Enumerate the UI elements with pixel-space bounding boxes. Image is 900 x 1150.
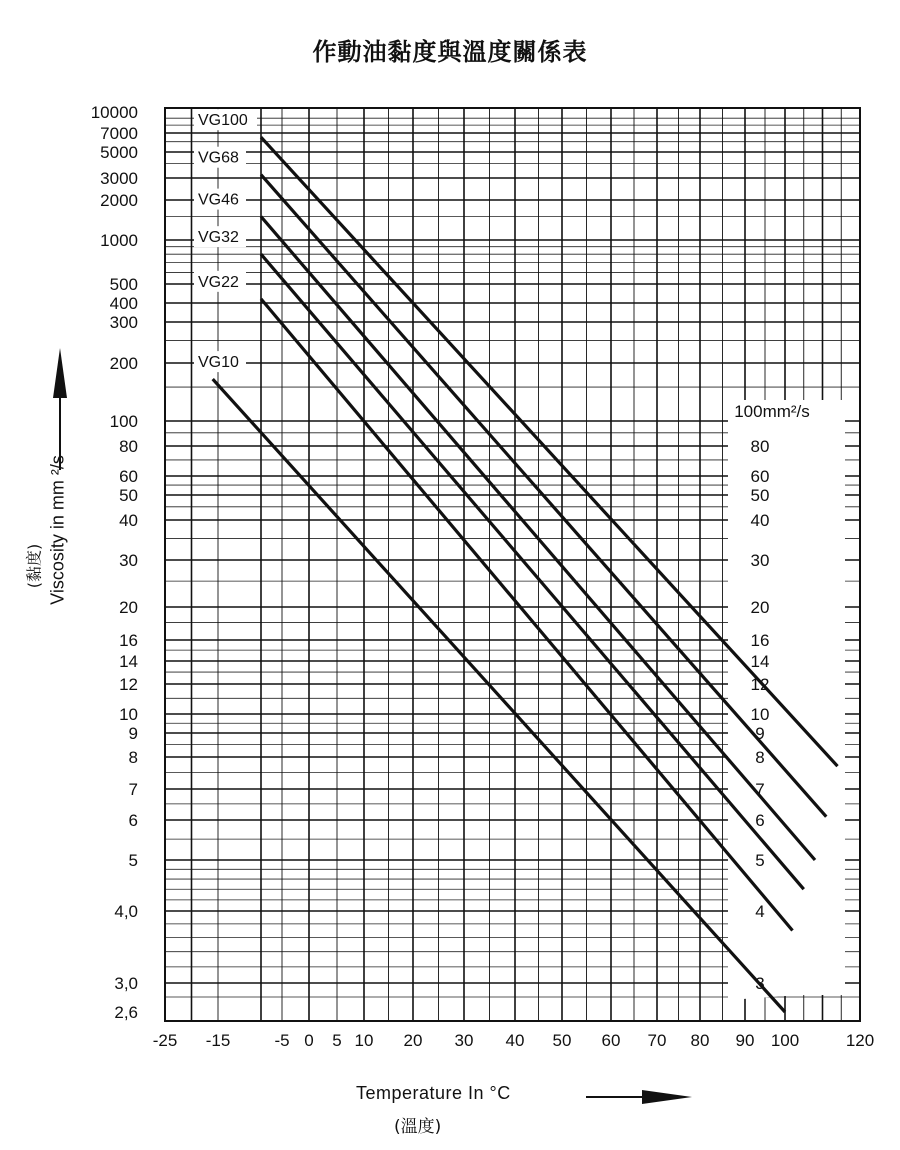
right-label-mask [728,400,845,1000]
y-tick-label-right: 100mm²/s [734,402,810,421]
y-tick-label: 2000 [100,191,138,210]
y-tick-label-right: 60 [750,467,770,486]
y-tick-label: 10000 [90,103,138,122]
x-tick-label: 0 [304,1031,314,1050]
y-tick-label: 12 [119,675,138,694]
series-line-vg22 [261,299,793,931]
y-tick-label: 20 [119,598,138,617]
series-label-vg68: VG68 [198,149,239,167]
x-tick-label: 100 [770,1031,800,1050]
y-tick-label-right: 7 [755,780,765,799]
y-tick-label: 7 [128,780,138,799]
y-tick-label-right: 30 [750,551,770,570]
y-tick-label: 100 [109,412,138,431]
x-axis-label: Temperature In °C [356,1083,511,1103]
x-tick-label: 60 [601,1031,621,1050]
x-tick-label: 5 [332,1031,342,1050]
y-tick-label-right: 20 [750,598,770,617]
series-label-vg10: VG10 [198,354,239,372]
y-tick-label-right: 4 [755,902,765,921]
y-tick-label-right: 14 [750,652,770,671]
y-tick-labels-left [91,103,138,1022]
y-tick-label-right: 6 [755,811,765,830]
y-axis-label-zh: (黏度) [24,543,44,589]
series-label-vg46: VG46 [198,191,239,209]
series-label-vg22: VG22 [198,273,239,291]
series-label-vg100: VG100 [198,112,248,130]
x-tick-label: -5 [274,1031,290,1050]
y-tick-label-right: 16 [750,631,770,650]
x-tick-label: 120 [845,1031,875,1050]
y-tick-label-right: 40 [750,511,770,530]
y-tick-label-right: 5 [755,851,765,870]
x-tick-label: 80 [690,1031,710,1050]
y-tick-label: 1000 [100,231,138,250]
x-tick-label: 40 [505,1031,525,1050]
y-tick-label: 9 [128,724,138,743]
y-tick-label-right: 50 [750,486,770,505]
y-tick-label: 300 [109,313,138,332]
x-tick-label: 50 [552,1031,572,1050]
x-tick-label: 90 [735,1031,755,1050]
right-label-panel [728,400,845,1000]
y-tick-label: 30 [119,551,138,570]
y-tick-label-right: 10 [750,705,770,724]
y-tick-label: 3000 [100,169,138,188]
x-tick-labels [153,1031,874,1050]
y-tick-label: 200 [109,354,138,373]
y-tick-label: 7000 [100,124,138,143]
y-tick-label: 8 [128,748,138,767]
y-tick-label-right: 8 [755,748,765,767]
y-tick-label: 40 [119,511,138,530]
x-tick-label: -25 [152,1031,178,1050]
x-tick-label: 20 [403,1031,423,1050]
y-tick-label-right: 80 [750,437,770,456]
y-tick-label: 60 [119,467,138,486]
y-tick-label: 500 [109,275,138,294]
y-tick-label-right: 9 [755,724,765,743]
y-tick-label-right: 12 [750,675,770,694]
x-tick-label: 10 [354,1031,374,1050]
y-tick-label: 5000 [100,143,138,162]
y-axis-label: Viscosity in mm ²/s [47,455,68,605]
x-tick-label: 70 [647,1031,667,1050]
x-arrow-head-icon [642,1090,692,1104]
chart-title: 作動油黏度與溫度關係表 [312,38,588,66]
x-tick-label: 30 [454,1031,474,1050]
y-tick-label: 16 [119,631,138,650]
y-tick-label: 10 [119,705,138,724]
y-tick-label: 400 [109,294,138,313]
y-tick-label: 4,0 [114,902,138,921]
y-arrow-head-icon [53,348,67,398]
y-tick-label: 50 [119,486,138,505]
x-axis-label-zh: (溫度) [394,1117,442,1137]
y-tick-label: 80 [119,437,138,456]
y-tick-label: 5 [128,851,138,870]
axis-arrows [53,348,692,1104]
y-tick-label: 6 [128,811,138,830]
series-line-vg10 [213,379,785,1012]
y-tick-label: 2,6 [114,1003,138,1022]
x-tick-label: -15 [205,1031,231,1050]
y-tick-label: 3,0 [114,974,138,993]
y-tick-label: 14 [119,652,138,671]
series-label-vg32: VG32 [198,229,239,247]
y-tick-label-right: 3 [755,974,765,993]
